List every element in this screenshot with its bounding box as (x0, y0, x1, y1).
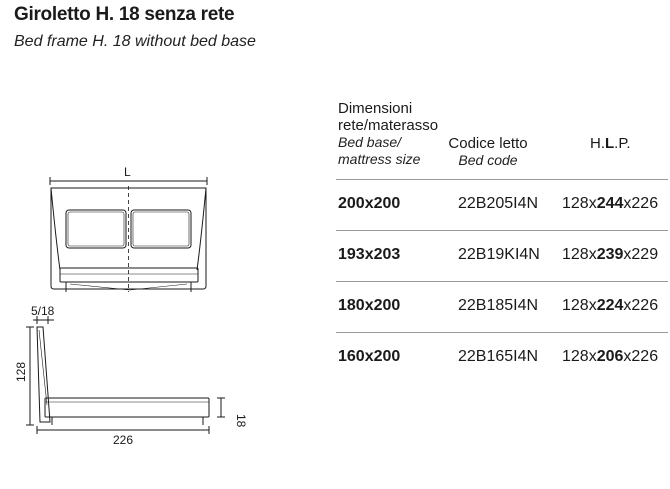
row-l: 206 (596, 348, 624, 365)
row-l: 239 (596, 246, 624, 263)
row-hlp (562, 195, 658, 213)
row-code: 22B205I4N (458, 195, 539, 212)
header-dimensions-en-line2: mattress size (338, 151, 421, 167)
row-hlp (562, 297, 658, 315)
table-row (336, 179, 668, 230)
table-row (336, 332, 668, 383)
row-p: x226 (623, 348, 659, 365)
row-size: 180x200 (338, 297, 401, 314)
row-size: 193x203 (338, 246, 401, 263)
row-l: 224 (596, 297, 624, 314)
side-angle-label: 5/18 (31, 304, 55, 318)
front-view-drawing (50, 177, 207, 292)
row-hlp (562, 246, 658, 264)
header-dimensions (338, 100, 438, 168)
front-width-label: L (124, 165, 131, 179)
row-code: 22B19KI4N (458, 246, 540, 263)
header-dimensions-en: Bed base/ (338, 134, 402, 150)
row-h: 128x (562, 195, 597, 212)
row-l: 244 (596, 195, 624, 212)
side-height-label: 128 (14, 361, 28, 382)
side-depth-label: 226 (113, 433, 134, 447)
header-code (440, 135, 536, 169)
row-h: 128x (562, 348, 597, 365)
row-code: 22B185I4N (458, 297, 539, 314)
header-hlp-prefix: H. (590, 135, 605, 152)
page-title: Giroletto H. 18 senza rete (14, 4, 235, 25)
row-size: 160x200 (338, 348, 401, 365)
row-h: 128x (562, 297, 597, 314)
table-row (336, 281, 668, 332)
side-view-drawing (26, 316, 225, 434)
row-size: 200x200 (338, 195, 401, 212)
row-hlp (562, 348, 658, 366)
size-table (336, 179, 668, 383)
header-code-it: Codice letto (448, 135, 528, 152)
header-hlp (590, 135, 631, 152)
row-p: x226 (623, 297, 659, 314)
header-code-en: Bed code (458, 152, 518, 168)
page-subtitle: Bed frame H. 18 without bed base (14, 33, 256, 50)
row-p: x226 (623, 195, 659, 212)
row-p: x229 (623, 246, 659, 263)
header-hlp-bold: L (605, 135, 615, 152)
header-dimensions-it: Dimensioni (338, 100, 413, 117)
row-h: 128x (562, 246, 597, 263)
table-row (336, 230, 668, 281)
side-frame-height-label: 18 (234, 414, 248, 428)
header-hlp-suffix: .P. (614, 135, 631, 152)
header-dimensions-it-line2: rete/materasso (338, 117, 439, 134)
row-code: 22B165I4N (458, 348, 539, 365)
